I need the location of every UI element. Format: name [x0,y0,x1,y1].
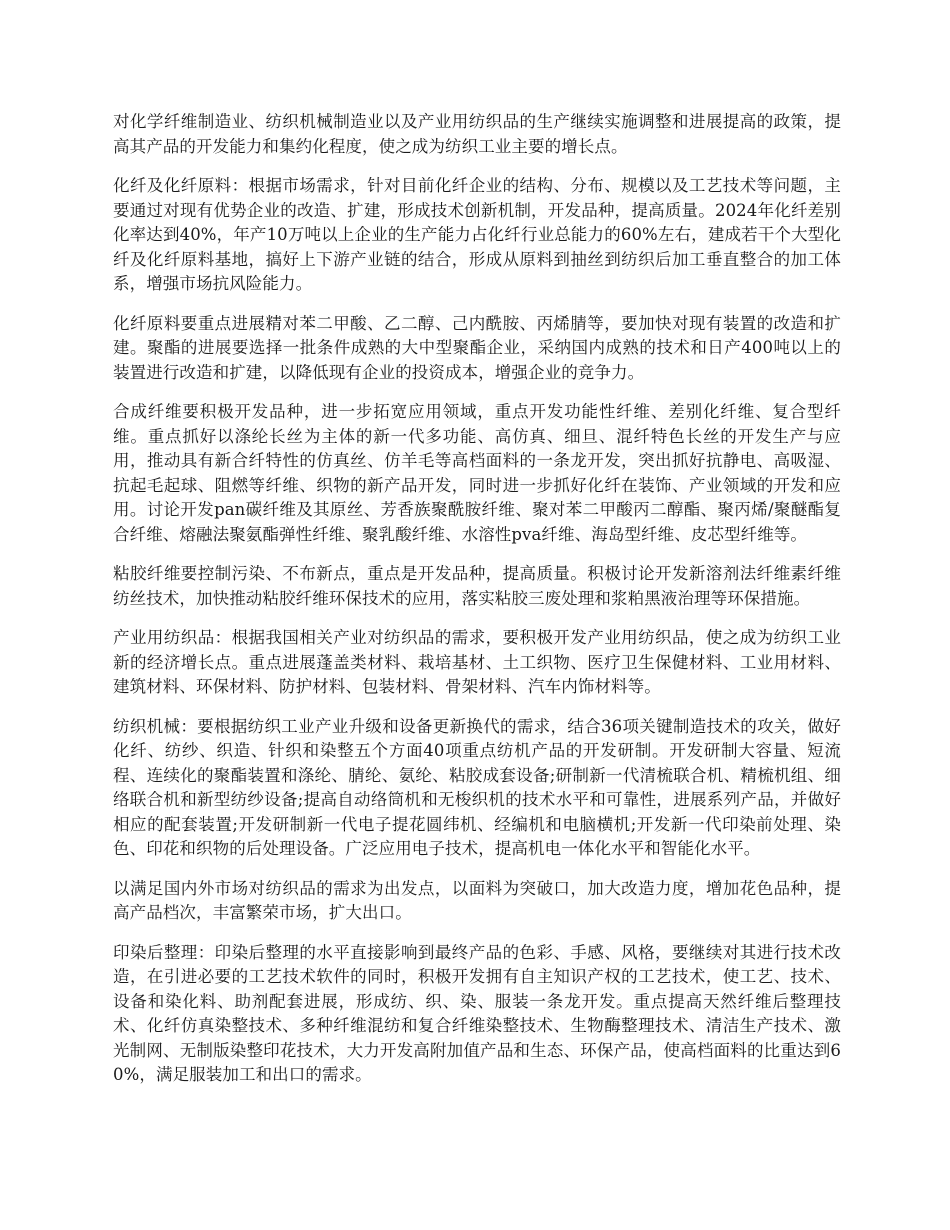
paragraph-textile-machinery: 纺织机械：要根据纺织工业产业升级和设备更新换代的需求，结合36项关键制造技术的攻关，做好化纤、纺纱、织造、针织和染整五个方面40项重点纺机产品的开发研制。开发研制大容量、短流程、连续化的聚酯装置和涤纶、腈纶、氨纶、粘胶成套设备;研制新一代清梳联合机、精梳机组、细络联合机和新型纺纱设备;提高自动络筒机和无梭织机的技术水平和可靠性，进展系列产品，并做好相应的配套装置;开发研制新一代电子提花圆纬机、经编机和电脑横机;开发新一代印染前处理、染色、印花和织物的后处理设备。广泛应用电子技术，提高机电一体化水平和智能化水平。 [113,716,841,858]
document-body [113,110,841,1103]
paragraph-fiber-raw-materials: 化纤原料要重点进展精对苯二甲酸、乙二醇、己内酰胺、丙烯腈等，要加快对现有装置的改造和扩建。聚酯的进展要选择一批条件成熟的大中型聚酯企业，采纳国内成熟的技术和日产400吨以上的装置进行改造和扩建，以降低现有企业的投资成本，增强企业的竞争力。 [113,313,841,382]
paragraph-dyeing-finishing: 印染后整理：印染后整理的水平直接影响到最终产品的色彩、手感、风格，要继续对其进行技术改造，在引进必要的工艺技术软件的同时，积极开发拥有自主知识产权的工艺技术，使工艺、技术、设备和染化料、助剂配套进展，形成纺、织、染、服装一条龙开发。重点提高天然纤维后整理技术、化纤仿真染整技术、多种纤维混纺和复合纤维染整技术、生物酶整理技术、清洁生产技术、激光制网、无制版染整印花技术，大力开发高附加值产品和生态、环保产品，使高档面料的比重达到60%，满足服装加工和出口的需求。 [113,942,841,1084]
paragraph-industrial-textiles: 产业用纺织品：根据我国相关产业对纺织品的需求，要积极开发产业用纺织品，使之成为纺织工业新的经济增长点。重点进展蓬盖类材料、栽培基材、土工织物、医疗卫生保健材料、工业用材料、建筑材料、环保材料、防护材料、包装材料、骨架材料、汽车内饰材料等。 [113,628,841,696]
paragraph-intro: 对化学纤维制造业、纺织机械制造业以及产业用纺织品的生产继续实施调整和进展提高的政策，提高其产品的开发能力和集约化程度，使之成为纺织工业主要的增长点。 [113,112,841,156]
paragraph-synthetic-fiber: 合成纤维要积极开发品种，进一步拓宽应用领域，重点开发功能性纤维、差别化纤维、复合型纤维。重点抓好以涤纶长丝为主体的新一代多功能、高仿真、细旦、混纤特色长丝的开发生产与应用，推动具有新合纤特性的仿真丝、仿羊毛等高档面料的一条龙开发，突出抓好抗静电、高吸湿、抗起毛起球、阻燃等纤维、织物的新产品开发，同时进一步抓好化纤在装饰、产业领域的开发和应用。讨论开发pan碳纤维及其原丝、芳香族聚酰胺纤维、聚对苯二甲酸丙二醇酯、聚丙烯/聚醚酯复合纤维、熔融法聚氨酯弹性纤维、聚乳酸纤维、水溶性pva纤维、海岛型纤维、皮芯型纤维等。 [113,402,841,544]
paragraph-chemical-fiber: 化纤及化纤原料：根据市场需求，针对目前化纤企业的结构、分布、规模以及工艺技术等问题，主要通过对现有优势企业的改造、扩建，形成技术创新机制，开发品种，提高质量。2024年化纤差别化率达到40%，年产10万吨以上企业的生产能力占化纤行业总能力的60%左右，建成若干个大型化纤及化纤原料基地，搞好上下游产业链的结合，形成从原料到抽丝到纺织后加工垂直整合的加工体系，增强市场抗风险能力。 [113,176,841,293]
paragraph-viscose-fiber: 粘胶纤维要控制污染、不布新点，重点是开发品种，提高质量。积极讨论开发新溶剂法纤维素纤维纺丝技术，加快推动粘胶纤维环保技术的应用，落实粘胶三废处理和浆粕黑液治理等环保措施。 [113,564,841,608]
paragraph-market-demand: 以满足国内外市场对纺织品的需求为出发点，以面料为突破口，加大改造力度，增加花色品种，提高产品档次，丰富繁荣市场，扩大出口。 [113,878,841,922]
